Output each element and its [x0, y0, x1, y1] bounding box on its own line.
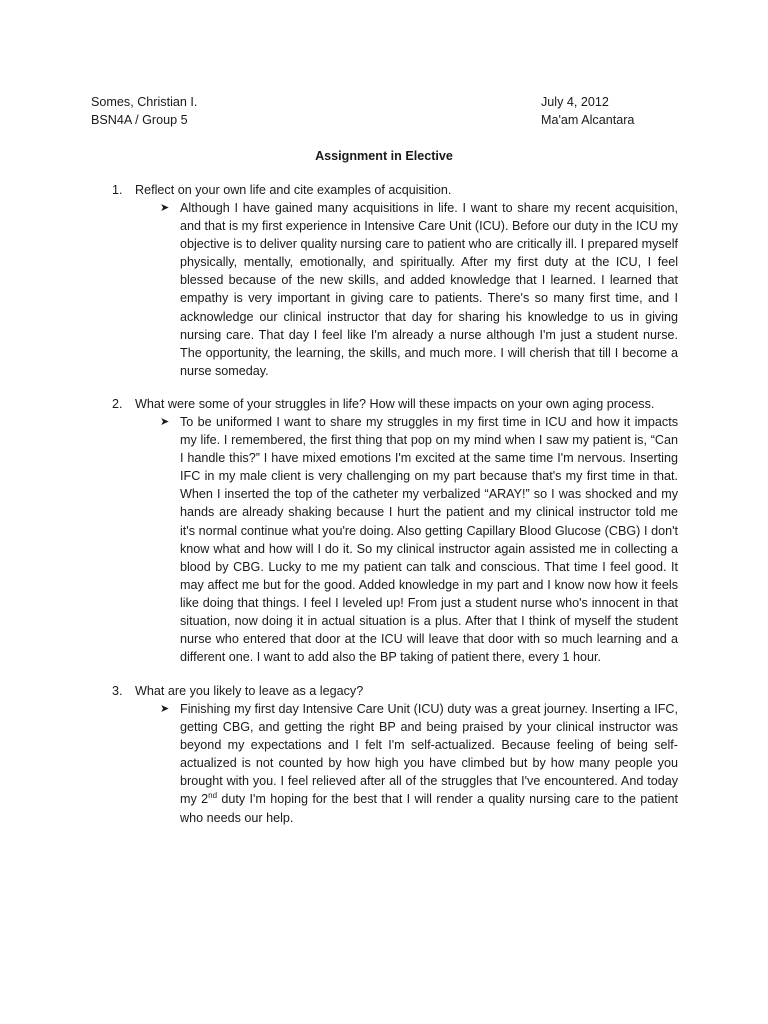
- question-number: 3.: [112, 684, 123, 698]
- question-text: What are you likely to leave as a legacy?: [135, 684, 364, 698]
- question-text: What were some of your struggles in life? How will these impacts on your own aging process.: [135, 397, 655, 411]
- question-number: 1.: [112, 183, 123, 197]
- arrowhead-bullet-icon: ➤: [160, 202, 170, 214]
- answer-3: [180, 700, 678, 827]
- submission-info: [541, 93, 634, 129]
- ordinal-suffix: nd: [208, 791, 218, 801]
- submission-date: July 4, 2012: [541, 95, 609, 109]
- question-number: 2.: [112, 397, 123, 411]
- arrowhead-bullet-icon: ➤: [160, 703, 170, 715]
- question-text: Reflect on your own life and cite examples of acquisition.: [135, 183, 452, 197]
- student-name: Somes, Christian I.: [91, 95, 198, 109]
- answer-2: To be uniformed I want to share my struggles in my first time in ICU and how it impacts my life. I remembered, the first thing that pop on my mind when I saw my patient is, “Can I handle this?” I have mixed emotions I'm excited at the same time I'm nervous. Inserting IFC in my male client is very challenging on my part because that's my first time in that. When I inserted the top of the catheter my verbalized “ARAY!” so I was shocked and my hands are already shaking because I hurt the patient and my clinical instructor told me it's normal continue what you're doing. Also getting Capillary Blood Glucose (CBG) I don't know what and how will I do it. So my clinical instructor again assisted me in collecting a blood by CBG. Lucky to me my patient can talk and conscious. That time I feel good. It may affect me but for the good. Added knowledge in my part and I know now how it feels like doing that things. I feel I leveled up! From just a student nurse who's innocent in that situation, now doing it in actual situation is a plus. After that I think of myself the student nurse who entered that door at the ICU will leave that door with so much learning and a different one. I want to add also the BP taking of patient there, every 1 hour.: [180, 415, 678, 665]
- student-info: [91, 93, 197, 129]
- question-1: [112, 181, 672, 199]
- page-title: Assignment in Elective: [315, 149, 453, 163]
- arrowhead-bullet-icon: ➤: [160, 416, 170, 428]
- instructor-name: Ma'am Alcantara: [541, 113, 635, 127]
- answer-text-start: Finishing my first day Intensive Care Unit (ICU) duty was a great journey. Inserting a IFC, getting CBG, and getting the right BP and being praised by your clinical instructor was beyond my expectations and I felt I'm self-actualized. Because feeling of being self-actualized is not counted by how high you have climbed but by how many people you brought with you. I feel relieved after all of the struggles that I've encountered. And today my 2: [180, 702, 678, 807]
- answer-text-end: duty I'm hoping for the best that I will render a quality nursing care to the patient who needs our help.: [180, 792, 679, 825]
- student-section: BSN4A / Group 5: [91, 113, 188, 127]
- question-2: [112, 395, 672, 413]
- answer-1: Although I have gained many acquisitions in life. I want to share my recent acquisition, and that is my first experience in Intensive Care Unit (ICU). Before our duty in the ICU my objective is to deliver quality nursing care to patient who are critically ill. I prepared myself physically, mentally, emotionally, and spiritually. After my first duty at the ICU, I feel blessed because of the new skills, and added knowledge that I learned. I learned that empathy is very important in giving care to patients. There's so many first time, and I acknowledge our clinical instructor that day for sharing his knowledge to us in giving nursing care. That day I feel like I'm already a nurse although I'm just a student nurse. The opportunity, the learning, the skills, and much more. I will cherish that till I become a nurse someday.: [180, 201, 678, 378]
- question-3: [112, 682, 672, 700]
